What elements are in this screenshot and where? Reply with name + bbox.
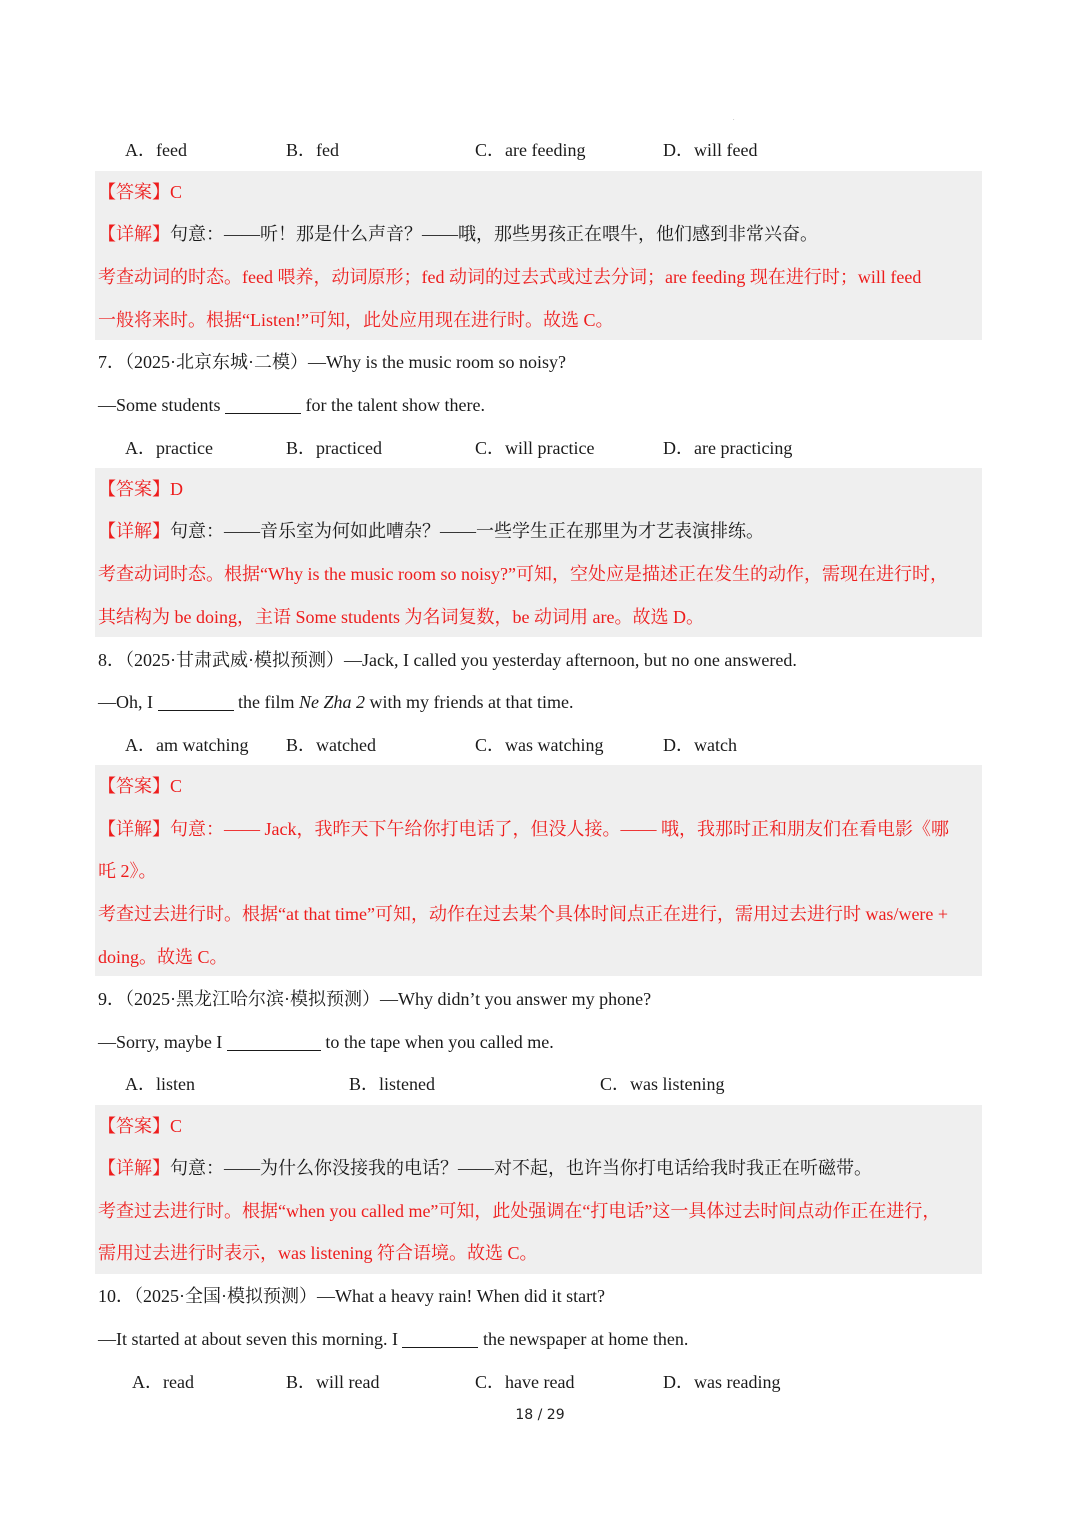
q7-analysis-line1: 考查动词时态。根据“Why is the music room so noisy?”可知，空处应是描述正在发生的动作，需现在进行时， [98, 564, 948, 584]
q9-answer: 【答案】C [98, 1116, 183, 1136]
q7-answer: 【答案】D [98, 479, 183, 499]
scan-mark: . [733, 116, 735, 122]
q8-explain-label: 【详解】 [98, 819, 170, 839]
q6-explain-label: 【详解】 [98, 224, 170, 244]
q7-explain-label: 【详解】 [98, 521, 170, 541]
q8-line2-mid: the film [238, 692, 295, 712]
q10-option-a[interactable]: A．read [132, 1372, 194, 1392]
q8-option-a[interactable]: A．am watching [125, 735, 249, 755]
q6-explain-text: 句意：——听！那是什么声音？——哦，那些男孩正在喂牛，他们感到非常兴奋。 [170, 224, 818, 244]
q6-explain [98, 222, 818, 246]
q7-explain [98, 519, 764, 543]
q8-explain-line2: 吒 2》。 [98, 861, 157, 881]
q9-option-b[interactable]: B．listened [349, 1074, 435, 1094]
q7-option-c[interactable]: C．will practice [475, 438, 595, 458]
q7-stem: 7．（2025·北京东城·二模）—Why is the music room so noisy? [98, 352, 566, 372]
q8-line2-post: with my friends at that time. [369, 692, 574, 712]
q7-option-b[interactable]: B．practiced [286, 438, 382, 458]
q9-option-a[interactable]: A．listen [125, 1074, 195, 1094]
q6-option-c[interactable]: C．are feeding [475, 140, 586, 160]
q9-line2-post: to the tape when you called me. [325, 1032, 554, 1052]
q6-analysis-line2: 一般将来时。根据“Listen!”可知，此处应用现在进行时。故选 C。 [98, 310, 614, 330]
q7-explain-text: 句意：——音乐室为何如此嘈杂？——一些学生正在那里为才艺表演排练。 [170, 521, 764, 541]
q6-answer: 【答案】C [98, 182, 183, 202]
q9-option-c[interactable]: C．was listening [600, 1074, 725, 1094]
q10-option-d[interactable]: D．was reading [663, 1372, 781, 1392]
q7-analysis-line2: 其结构为 be doing，主语 Some students 为名词复数，be 动词用 are。故选 D。 [98, 607, 704, 627]
q8-line2 [98, 690, 573, 714]
q9-explain [98, 1156, 872, 1180]
q10-line2-post: the newspaper at home then. [482, 1329, 689, 1349]
q8-blank[interactable] [158, 692, 234, 711]
q10-stem: 10．（2025·全国·模拟预测）—What a heavy rain! When did it start? [98, 1286, 606, 1306]
q9-stem: 9．（2025·黑龙江哈尔滨·模拟预测）—Why didn’t you answer my phone? [98, 989, 652, 1009]
q8-explain-line1 [98, 817, 949, 841]
q10-line2 [98, 1327, 688, 1351]
q8-stem: 8．（2025·甘肃武威·模拟预测）—Jack, I called you yesterday afternoon, but no one answered. [98, 650, 797, 670]
q7-line2 [98, 393, 485, 417]
q7-option-a[interactable]: A．practice [125, 438, 213, 458]
q6-option-a[interactable]: A．feed [125, 140, 187, 160]
q8-answer-box [95, 765, 982, 976]
q9-line2-pre: —Sorry, maybe I [98, 1032, 223, 1052]
q8-option-b[interactable]: B．watched [286, 735, 376, 755]
q7-line2-pre: —Some students [98, 395, 221, 415]
q9-line2 [98, 1030, 554, 1054]
q9-explain-label: 【详解】 [98, 1158, 170, 1178]
q9-explain-text: 句意：——为什么你没接我的电话？——对不起，也许当你打电话给我时我正在听磁带。 [170, 1158, 872, 1178]
q8-analysis-line1: 考查过去进行时。根据“at that time”可知，动作在过去某个具体时间点正在进行，需用过去进行时 was/were + [98, 904, 949, 924]
q8-answer: 【答案】C [98, 776, 183, 796]
q7-line2-post: for the talent show there. [305, 395, 485, 415]
q6-analysis-line1: 考查动词的时态。feed 喂养，动词原形；fed 动词的过去式或过去分词；are feeding 现在进行时；will feed [98, 267, 922, 287]
q9-analysis-line1: 考查过去进行时。根据“when you called me”可知，此处强调在“打电话”这一具体过去时间点动作正在进行， [98, 1201, 941, 1221]
q10-option-c[interactable]: C．have read [475, 1372, 575, 1392]
q7-blank[interactable] [225, 395, 301, 414]
q10-line2-pre: —It started at about seven this morning. I [98, 1329, 398, 1349]
page-number: 18 / 29 [515, 1407, 565, 1423]
q8-film-title: Ne Zha 2 [299, 692, 366, 712]
q8-option-c[interactable]: C．was watching [475, 735, 604, 755]
q10-option-b[interactable]: B．will read [286, 1372, 380, 1392]
q8-line2-pre: —Oh, I [98, 692, 153, 712]
q9-analysis-line2: 需用过去进行时表示，was listening 符合语境。故选 C。 [98, 1243, 538, 1263]
q9-blank[interactable] [227, 1032, 321, 1051]
q6-option-b[interactable]: B．fed [286, 140, 339, 160]
q8-option-d[interactable]: D．watch [663, 735, 737, 755]
q10-blank[interactable] [402, 1329, 478, 1348]
q8-analysis-line2: doing。故选 C。 [98, 947, 228, 967]
q7-option-d[interactable]: D．are practicing [663, 438, 793, 458]
q6-option-d[interactable]: D．will feed [663, 140, 758, 160]
q8-explain-text1: 句意：—— Jack，我昨天下午给你打电话了，但没人接。—— 哦，我那时正和朋友们在看电影《哪 [170, 819, 949, 839]
